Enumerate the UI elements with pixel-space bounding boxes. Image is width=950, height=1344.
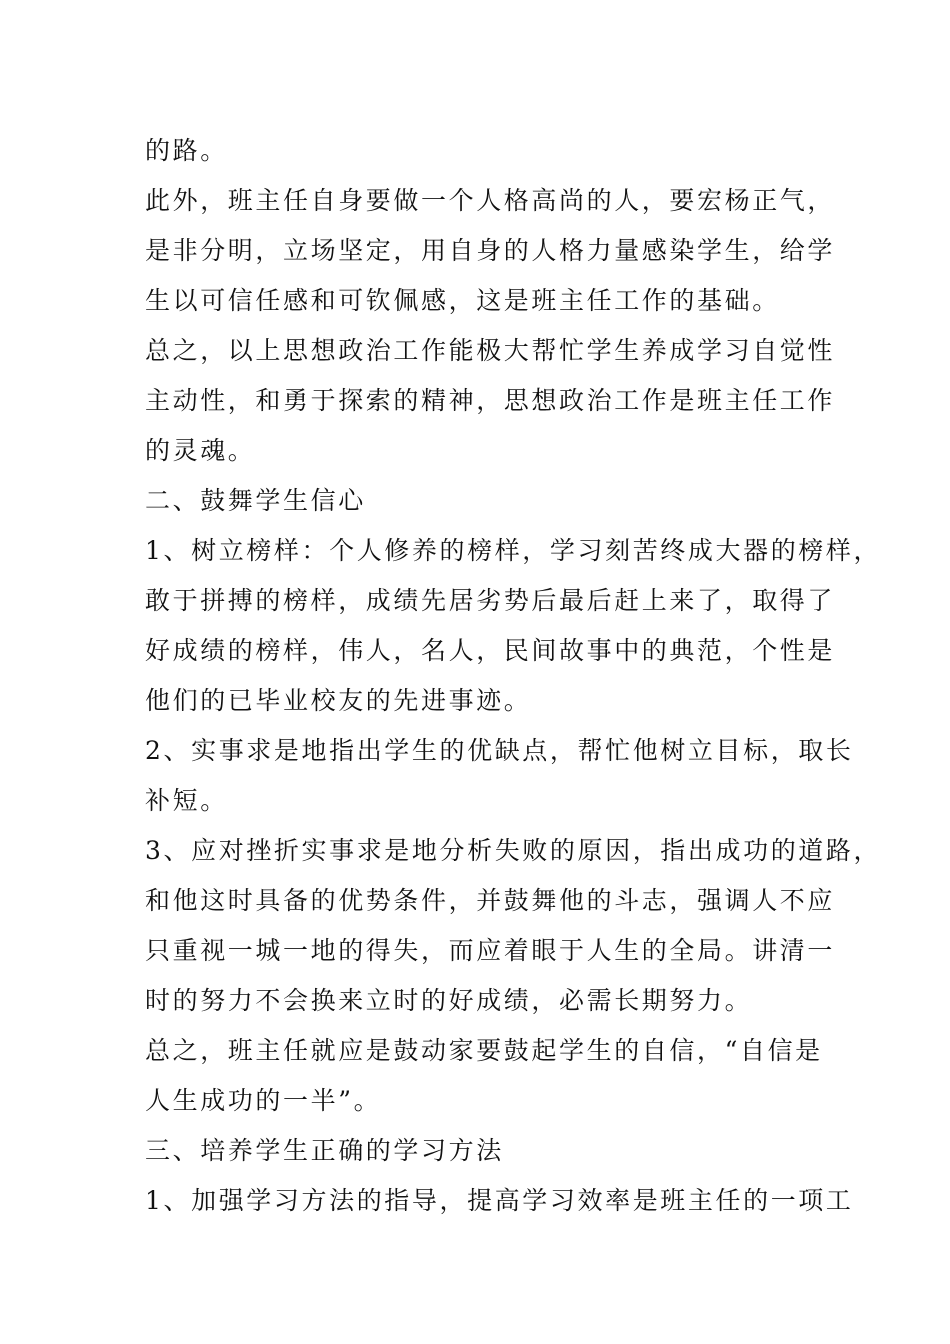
text-line: 好成绩的榜样，伟人，名人，民间故事中的典范，个性是 bbox=[145, 636, 836, 665]
section-heading: 二、鼓舞学生信心 bbox=[145, 486, 366, 515]
text-line: 生以可信任感和可钦佩感，这是班主任工作的基础。 bbox=[145, 286, 780, 315]
text-line: 1、加强学习方法的指导，提高学习效率是班主任的一项工 bbox=[145, 1186, 854, 1215]
text-line: 他们的已毕业校友的先进事迹。 bbox=[145, 686, 532, 715]
text-line: 主动性，和勇于探索的精神，思想政治工作是班主任工作 bbox=[145, 386, 836, 415]
text-line: 3、应对挫折实事求是地分析失败的原因，指出成功的道路， bbox=[145, 836, 882, 865]
text-line: 时的努力不会换来立时的好成绩，必需长期努力。 bbox=[145, 986, 753, 1015]
section-heading: 三、培养学生正确的学习方法 bbox=[145, 1136, 504, 1165]
text-line: 总之，以上思想政治工作能极大帮忙学生养成学习自觉性 bbox=[145, 336, 836, 365]
text-line: 2、实事求是地指出学生的优缺点，帮忙他树立目标，取长 bbox=[145, 736, 854, 765]
text-line: 的灵魂。 bbox=[145, 436, 256, 465]
text-line: 总之，班主任就应是鼓动家要鼓起学生的自信，“自信是 bbox=[145, 1036, 823, 1065]
text-line: 只重视一城一地的得失，而应着眼于人生的全局。讲清一 bbox=[145, 936, 836, 965]
text-line: 补短。 bbox=[145, 786, 228, 815]
text-line: 和他这时具备的优势条件，并鼓舞他的斗志，强调人不应 bbox=[145, 886, 836, 915]
text-line: 是非分明，立场坚定，用自身的人格力量感染学生，给学 bbox=[145, 236, 836, 265]
text-line: 人生成功的一半”。 bbox=[145, 1086, 382, 1115]
text-line: 此外，班主任自身要做一个人格高尚的人，要宏杨正气， bbox=[145, 186, 836, 215]
text-line: 的路。 bbox=[145, 136, 228, 165]
text-line: 敢于拼搏的榜样，成绩先居劣势后最后赶上来了，取得了 bbox=[145, 586, 836, 615]
text-line: 1、树立榜样：个人修养的榜样，学习刻苦终成大器的榜样， bbox=[145, 536, 882, 565]
